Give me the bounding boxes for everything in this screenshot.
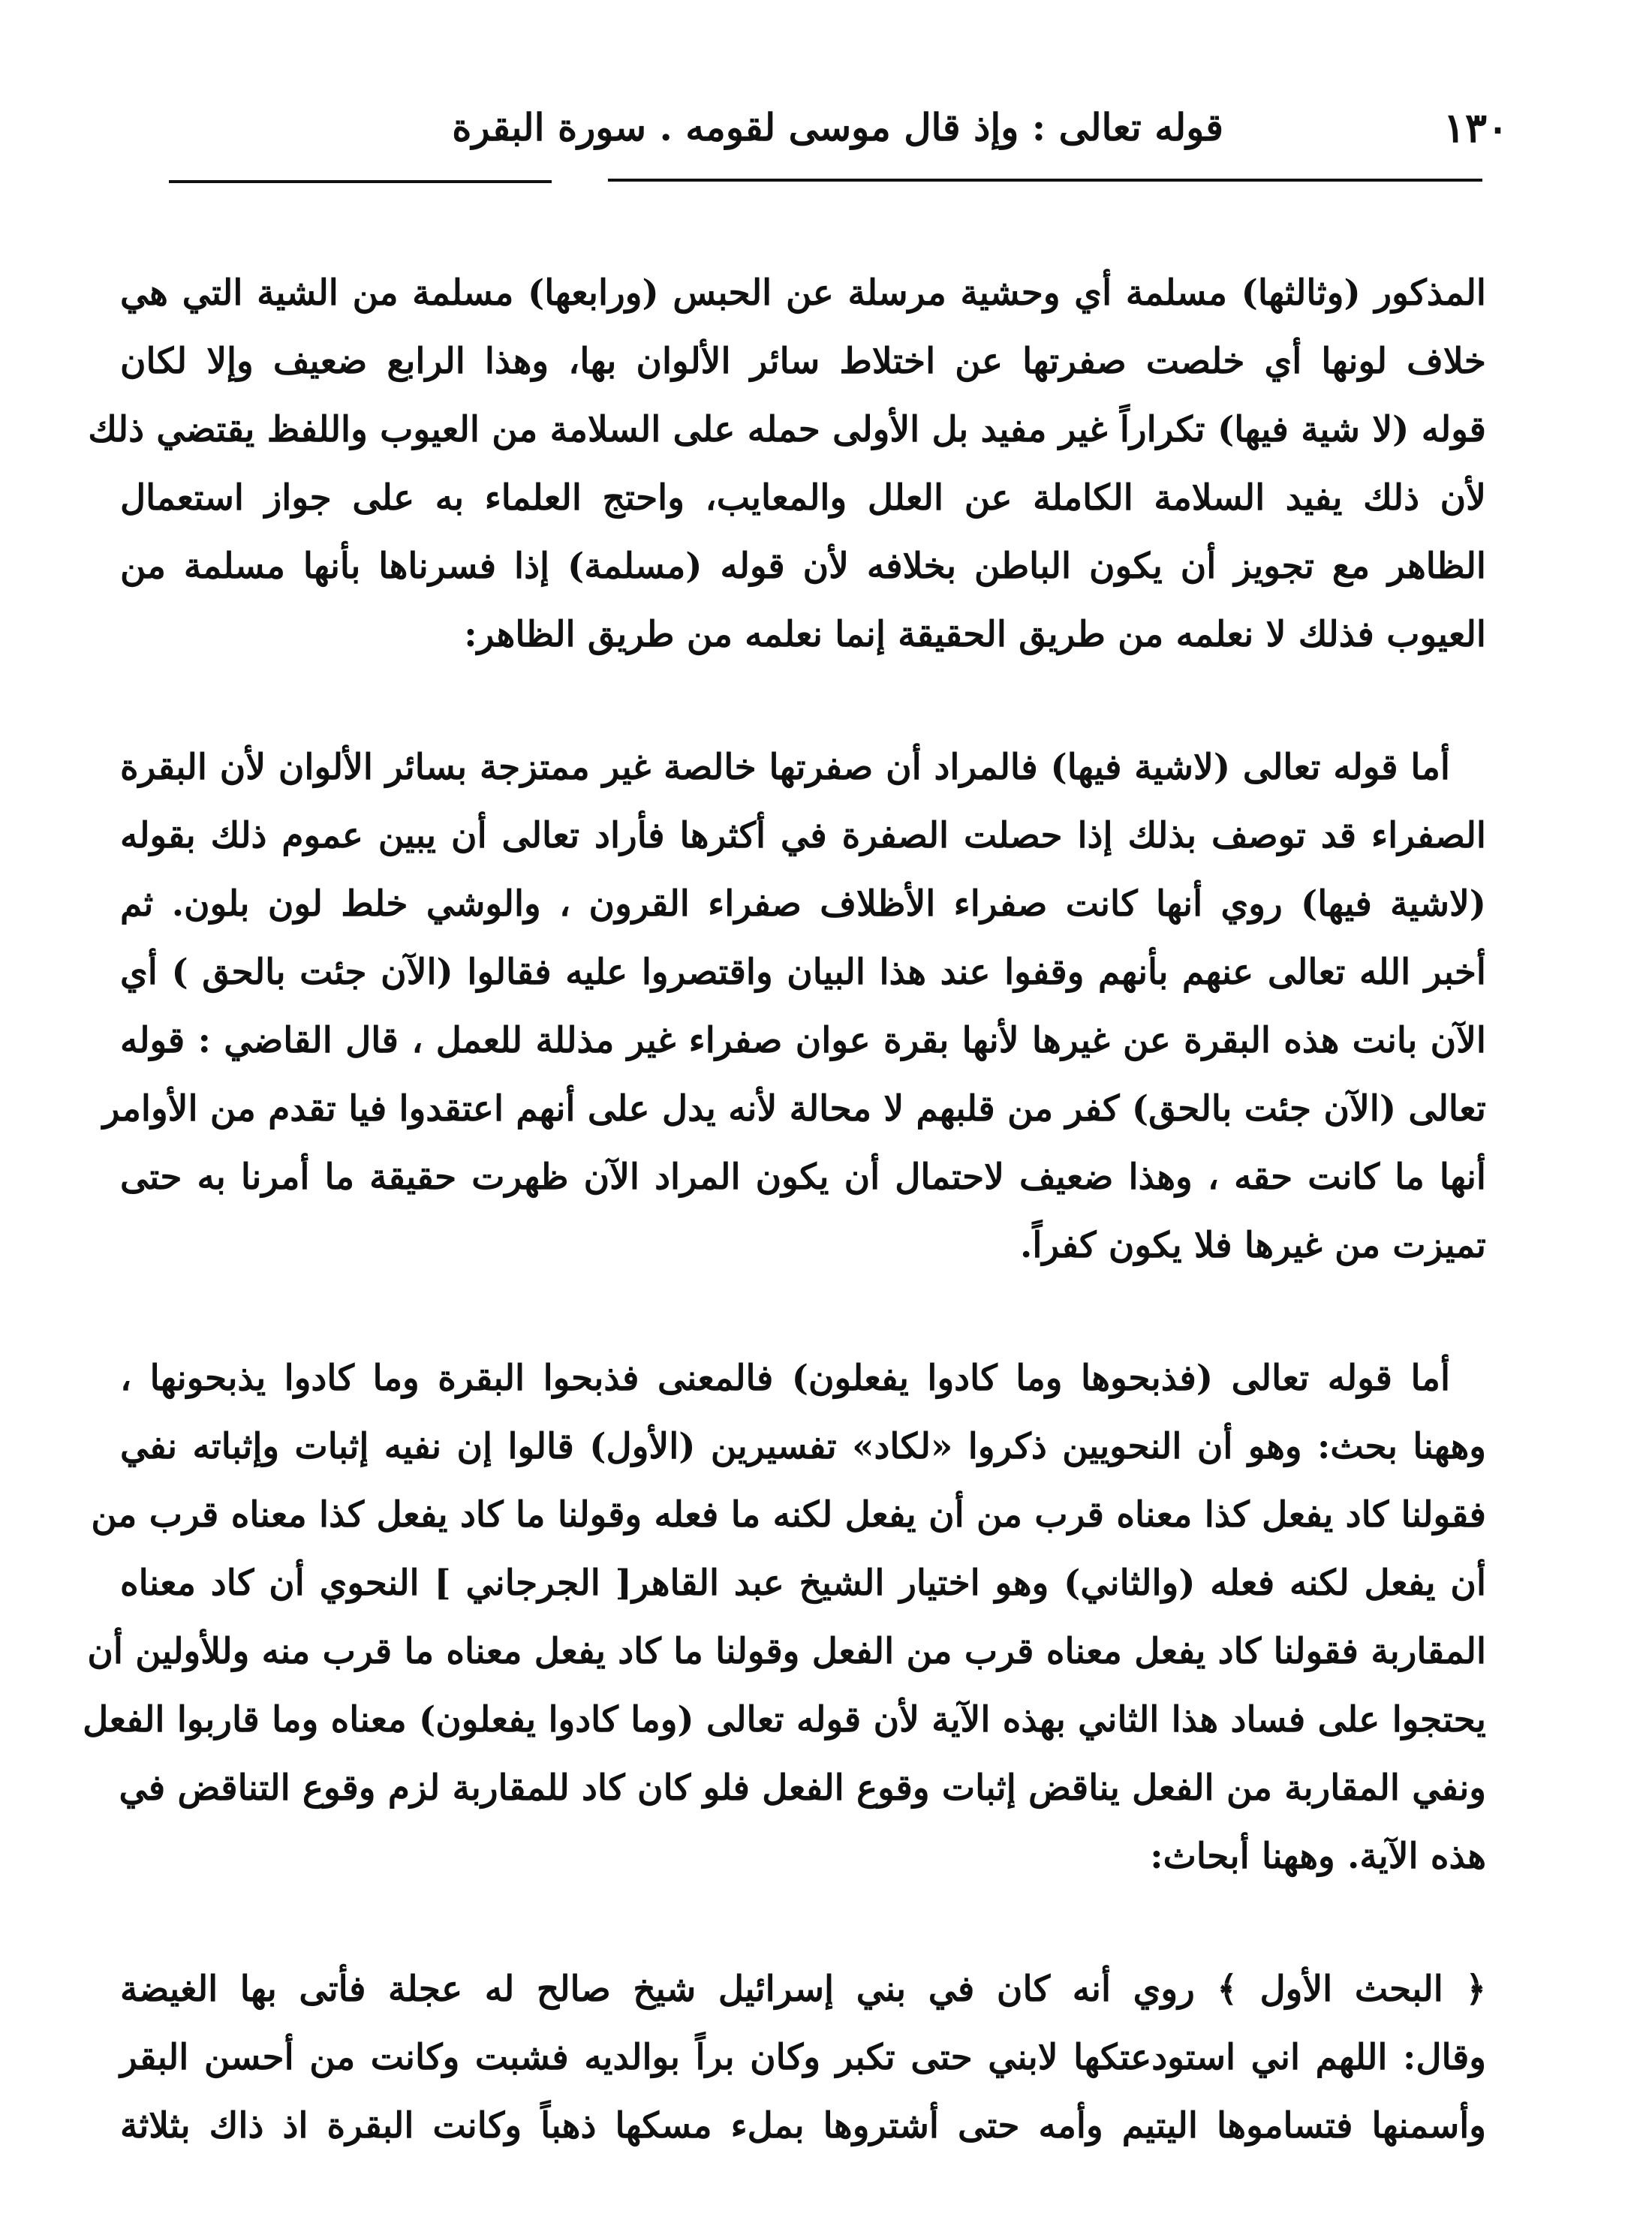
text-line: العيوب فذلك لا نعلمه من طريق الحقيقة إنما نعلمه من طريق الظاهر: <box>464 614 1486 655</box>
text-line: الآن بانت هذه البقرة عن غيرها لأنها بقرة عوان صفراء غير مذللة للعمل ، قال القاضي : قوله <box>120 1020 1486 1061</box>
text-line: أن يفعل لكنه فعله (والثاني) وهو اختيار الشيخ عبد القاهر[ الجرجاني ] النحوي أن كاد معناه <box>120 1563 1486 1604</box>
text-line: لأن ذلك يفيد السلامة الكاملة عن العلل والمعايب، واحتج العلماء به على جواز استعمال <box>120 477 1486 519</box>
text-line: ونفي المقاربة من الفعل يناقض إثبات وقوع الفعل فلو كان كاد للمقاربة لزم وقوع التناقض في <box>119 1767 1486 1809</box>
page-number: ١٣٠ <box>1443 104 1509 152</box>
text-line: أما قوله تعالى (فذبحوها وما كادوا يفعلون) فالمعنى فذبحوا البقرة وما كادوا يذبحونها ، <box>120 1358 1450 1399</box>
text-line: يحتجوا على فساد هذا الثاني بهذه الآية لأن قوله تعالى (وما كادوا يفعلون) معناه وما قاربوا الفعل <box>83 1699 1486 1740</box>
paragraph-3 <box>83 1344 1486 1891</box>
text-line: وقال: اللهم اني استودعتكها لابني حتى تكبر وكان براً بوالديه فشبت وكانت من أحسن البقر <box>120 2037 1486 2078</box>
text-line: وأسمنها فتساموها اليتيم وأمه حتى أشتروها بملء مسكها ذهباً وكانت البقرة اذ ذاك بثلاثة <box>120 2105 1486 2146</box>
text-line: خلاف لونها أي خلصت صفرتها عن اختلاط سائر الألوان بها، وهذا الرابع ضعيف وإلا لكان <box>120 341 1486 382</box>
text-line: ﴿ البحث الأول ﴾ روي أنه كان في بني إسرائيل شيخ صالح له عجلة فأتى بها الغيضة <box>120 1969 1486 2010</box>
text-line: قوله (لا شية فيها) تكراراً غير مفيد بل الأولى حمله على السلامة من العيوب واللفظ يقتضي ذلك <box>88 409 1486 450</box>
running-title: قوله تعالى : وإذ قال موسى لقومه . سورة البقرة <box>452 105 1223 149</box>
text-line: الظاهر مع تجويز أن يكون الباطن بخلافه لأن قوله (مسلمة) إذا فسرناها بأنها مسلمة من <box>120 546 1486 587</box>
text-line: أنها ما كانت حقه ، وهذا ضعيف لاحتمال أن يكون المراد الآن ظهرت حقيقة ما أمرنا به حتى <box>120 1157 1486 1198</box>
text-line: فقولنا كاد يفعل كذا معناه قرب من أن يفعل لكنه ما فعله وقولنا ما كاد يفعل كذا معناه قرب من <box>91 1494 1486 1536</box>
text-line: (لاشية فيها) روي أنها كانت صفراء الأظلاف صفراء القرون ، والوشي خلط لون بلون. ثم <box>120 883 1486 925</box>
text-line: أما قوله تعالى (لاشية فيها) فالمراد أن صفرتها خالصة غير ممتزجة بسائر الألوان لأن البقرة <box>120 747 1450 788</box>
page-header <box>165 96 1509 171</box>
text-line: المذكور (وثالثها) مسلمة أي وحشية مرسلة عن الحبس (ورابعها) مسلمة من الشية التي هي <box>120 272 1486 314</box>
header-rule-long <box>608 179 1482 182</box>
text-line: تعالى (الآن جئت بالحق) كفر من قلبهم لا محالة لأنه يدل على أنهم اعتقدوا فيا تقدم من الأوامر <box>102 1088 1486 1130</box>
paragraph-1 <box>88 259 1486 669</box>
text-line: تميزت من غيرها فلا يكون كفراً. <box>1019 1225 1486 1266</box>
text-line: أخبر الله تعالى عنهم بأنهم وقفوا عند هذا البيان واقتصروا عليه فقالوا (الآن جئت بالحق ) أي <box>120 952 1486 993</box>
body-text <box>83 259 1486 2160</box>
text-line: هذه الآية. وههنا أبحاث: <box>1150 1836 1486 1877</box>
text-line: الصفراء قد توصف بذلك إذا حصلت الصفرة في أكثرها فأراد تعالى أن يبين عموم ذلك بقوله <box>120 815 1486 856</box>
header-rule-short <box>169 180 552 183</box>
text-line: وههنا بحث: وهو أن النحويين ذكروا «لكاد» تفسيرين (الأول) قالوا إن نفيه إثبات وإثباته نفي <box>120 1426 1486 1467</box>
text-line: المقاربة فقولنا كاد يفعل معناه قرب من الفعل وقولنا ما كاد يفعل معناه ما قرب منه وللأولين أن <box>87 1631 1486 1672</box>
paragraph-4 <box>120 1955 1486 2160</box>
paragraph-2 <box>102 733 1486 1280</box>
